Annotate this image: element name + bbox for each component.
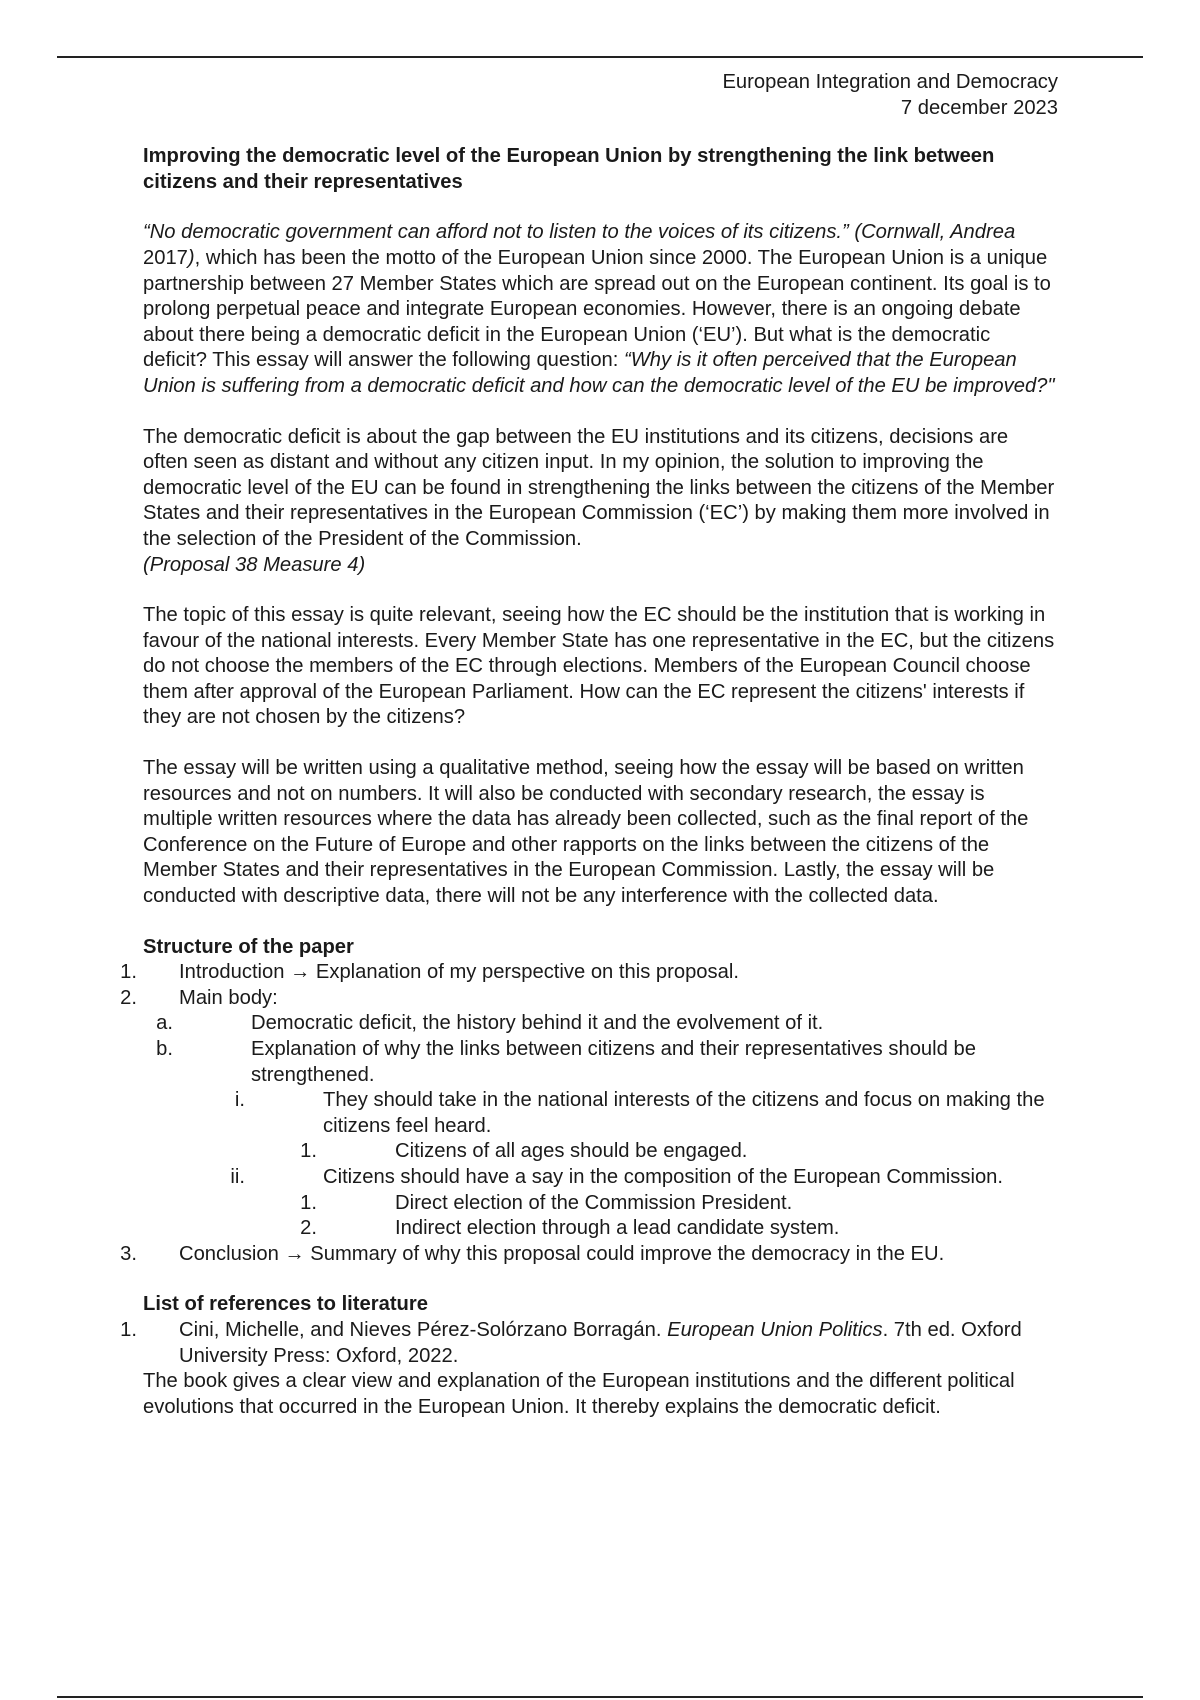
list-marker: i.	[234, 1089, 245, 1112]
references-list	[120, 1318, 1058, 1369]
intro-text: , which has been the motto of the European Union since 2000. The European Union is a unique partnership between 27 Member States which are spread out on the European continent. Its goal is to prolong perpetual peace and integrate European economies. However, there is an ongoing debate about there being a democratic deficit in the European Union (‘EU’). But what is the democratic deficit? This essay will answer the following question:	[143, 246, 1051, 372]
document-header	[143, 70, 1058, 121]
reference-authors: Cini, Michelle, and Nieves Pérez-Solórzano Borragán.	[179, 1318, 668, 1341]
list-item	[300, 1191, 1058, 1217]
list-marker: 1.	[300, 1140, 317, 1163]
list-item	[230, 1165, 1058, 1242]
references-section	[120, 1292, 1058, 1420]
list-item-text: Democratic deficit, the history behind it and the evolvement of it.	[251, 1012, 824, 1035]
structure-list	[120, 960, 1058, 1267]
reference-details: . 7th ed. Oxford University Press: Oxford, 2022.	[179, 1318, 1022, 1367]
list-item	[120, 1242, 1058, 1268]
list-item	[156, 1011, 1058, 1037]
top-rule	[57, 56, 1143, 58]
intro-quote-close: )	[187, 246, 195, 269]
structure-heading: Structure of the paper	[143, 935, 354, 958]
list-marker: b.	[156, 1038, 173, 1060]
list-marker: ii.	[230, 1165, 245, 1188]
proposal-reference: (Proposal 38 Measure 4)	[143, 553, 366, 576]
list-item-text: Direct election of the Commission President.	[395, 1191, 793, 1214]
list-item-text: Explanation of why the links between citizens and their representatives should be strengthened.	[251, 1038, 976, 1086]
list-item	[300, 1216, 1058, 1242]
list-item	[156, 1037, 1058, 1242]
reference-annotation: The book gives a clear view and explanation of the European institutions and the different political evolutions that occurred in the European Union. It thereby explains the democratic deficit.	[143, 1370, 1015, 1418]
intro-paragraph	[143, 220, 1058, 399]
intro-year: 2017	[143, 246, 188, 269]
deficit-text: The democratic deficit is about the gap between the EU institutions and its citizens, decisions are often seen as distant and without any citizen input. In my opinion, the solution to improving the democratic level of the EU can be found in strengthening the links between the citizens of the Member States and their representatives in the European Commission (‘EC’) by making them more involved in the selection of the President of the Commission.	[143, 425, 1055, 550]
bottom-rule	[57, 1696, 1143, 1698]
sub-list	[300, 1139, 1058, 1165]
sub-list	[230, 1088, 1058, 1242]
intro-quote: “No democratic government can afford not to listen to the voices of its citizens.” (Cornwall, Andrea	[143, 221, 1016, 244]
structure-section	[120, 935, 1058, 1268]
list-marker: a.	[156, 1012, 173, 1035]
list-item	[234, 1088, 1058, 1165]
list-marker: 3.	[120, 1242, 137, 1265]
essay-title: Improving the democratic level of the European Union by strengthening the link between citizens and their representatives	[143, 145, 995, 193]
list-marker: 2.	[120, 986, 137, 1009]
sub-list	[156, 1011, 1058, 1241]
sub-list	[300, 1191, 1058, 1242]
list-item	[120, 986, 1058, 1242]
list-marker: 1.	[300, 1191, 317, 1214]
list-item-text: Main body:	[179, 986, 278, 1009]
list-item-text: They should take in the national interests of the citizens and focus on making the citizens feel heard.	[323, 1089, 1045, 1137]
document-date: 7 december 2023	[900, 96, 1058, 119]
relevance-paragraph: The topic of this essay is quite relevant, seeing how the EC should be the institution that is working in favour of the national interests. Every Member State has one representative in the EC, but the citizens do not choose the members of the EC through elections. Members of the European Council choose them after approval of the European Parliament. How can the EC represent the citizens' interests if they are not chosen by the citizens?	[143, 604, 1055, 729]
method-paragraph: The essay will be written using a qualitative method, seeing how the essay will be based on written resources and not on numbers. It will also be conducted with secondary research, the essay is multiple written resources where the data has already been collected, such as the final report of the Conference on the Future of Europe and other rapports on the links between the citizens of the Member States and their representatives in the European Commission. Lastly, the essay will be conducted with descriptive data, there will not be any interference with the collected data.	[143, 757, 1029, 908]
deficit-paragraph	[143, 425, 1058, 579]
list-item-text: Citizens should have a say in the composition of the European Commission.	[323, 1165, 1004, 1188]
list-marker: 1.	[120, 961, 137, 984]
list-item	[300, 1139, 1058, 1165]
list-item-text: Citizens of all ages should be engaged.	[395, 1140, 748, 1163]
list-item-text: Introduction → Explanation of my perspective on this proposal.	[179, 961, 739, 984]
reference-book-title: European Union Politics	[667, 1318, 883, 1341]
list-item-text: Conclusion → Summary of why this proposal could improve the democracy in the EU.	[179, 1242, 945, 1265]
document-page	[120, 70, 1058, 1445]
list-marker: 1.	[120, 1318, 137, 1341]
course-name: European Integration and Democracy	[722, 71, 1058, 93]
list-item-text: Indirect election through a lead candidate system.	[395, 1217, 840, 1240]
references-heading: List of references to literature	[143, 1293, 428, 1316]
reference-item	[120, 1318, 1058, 1369]
research-question: “Why is it often perceived that the European Union is suffering from a democratic deficit and how can the democratic level of the EU be improved?"	[143, 349, 1055, 397]
list-item	[120, 960, 1058, 986]
list-marker: 2.	[300, 1217, 317, 1240]
